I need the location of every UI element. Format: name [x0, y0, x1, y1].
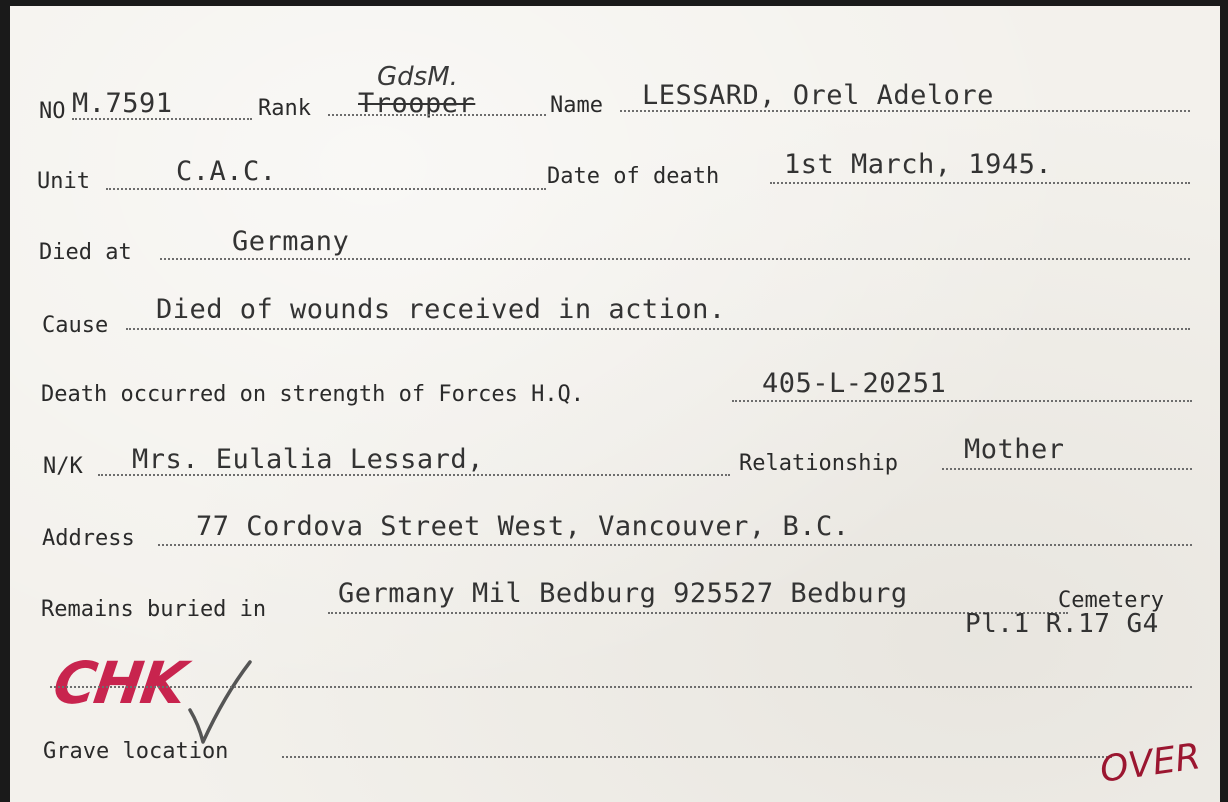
date-of-death-value: 1st March, 1945. — [784, 149, 1053, 180]
address-dotted-line — [158, 544, 1192, 546]
relationship-value: Mother — [964, 434, 1065, 465]
unit-label: Unit — [37, 169, 90, 194]
strength-dotted-line — [732, 400, 1192, 402]
cause-dotted-line — [126, 328, 1190, 330]
no-value: M.7591 — [72, 88, 173, 119]
casualty-record-card — [10, 6, 1220, 802]
address-label: Address — [42, 526, 135, 551]
remains-label: Remains buried in — [41, 597, 267, 622]
cause-value: Died of wounds received in action. — [156, 294, 726, 325]
remains-dotted-line — [328, 612, 1068, 614]
name-value: LESSARD, Orel Adelore — [642, 80, 994, 111]
rank-correction: GdsM. — [377, 62, 458, 92]
relationship-label: Relationship — [739, 451, 898, 476]
plot-value: Pl.1 R.17 G4 — [965, 609, 1159, 639]
died-at-value: Germany — [232, 226, 350, 257]
rank-dotted-line — [328, 114, 546, 116]
blank-dotted-line — [50, 686, 1192, 688]
nk-dotted-line — [98, 474, 730, 476]
cause-label: Cause — [42, 313, 109, 338]
no-dotted-line — [72, 118, 252, 120]
grave-location-dotted-line — [282, 756, 1112, 758]
rank-label: Rank — [258, 96, 311, 121]
rank-struck: Trooper — [358, 88, 476, 119]
relationship-dotted-line — [942, 468, 1192, 470]
over-note: OVER — [1097, 736, 1204, 791]
died-at-dotted-line — [160, 258, 1190, 260]
name-label: Name — [550, 93, 603, 118]
no-label: NO — [39, 99, 66, 124]
remains-value: Germany Mil Bedburg 925527 Bedburg — [338, 578, 908, 609]
unit-value: C.A.C. — [176, 156, 277, 187]
date-of-death-dotted-line — [770, 182, 1190, 184]
died-at-label: Died at — [39, 240, 132, 265]
grave-location-label: Grave location — [43, 739, 229, 764]
unit-dotted-line — [106, 188, 546, 190]
nk-value: Mrs. Eulalia Lessard, — [132, 444, 484, 475]
check-mark-icon — [186, 658, 256, 748]
strength-label: Death occurred on strength of Forces H.Q. — [41, 382, 585, 407]
strength-value: 405-L-20251 — [762, 368, 947, 399]
nk-label: N/K — [43, 454, 83, 479]
date-of-death-label: Date of death — [547, 164, 720, 189]
address-value: 77 Cordova Street West, Vancouver, B.C. — [196, 511, 850, 542]
chk-stamp: CHK — [49, 649, 189, 717]
name-dotted-line — [620, 110, 1190, 112]
cemetery-label: Cemetery — [1058, 588, 1164, 613]
